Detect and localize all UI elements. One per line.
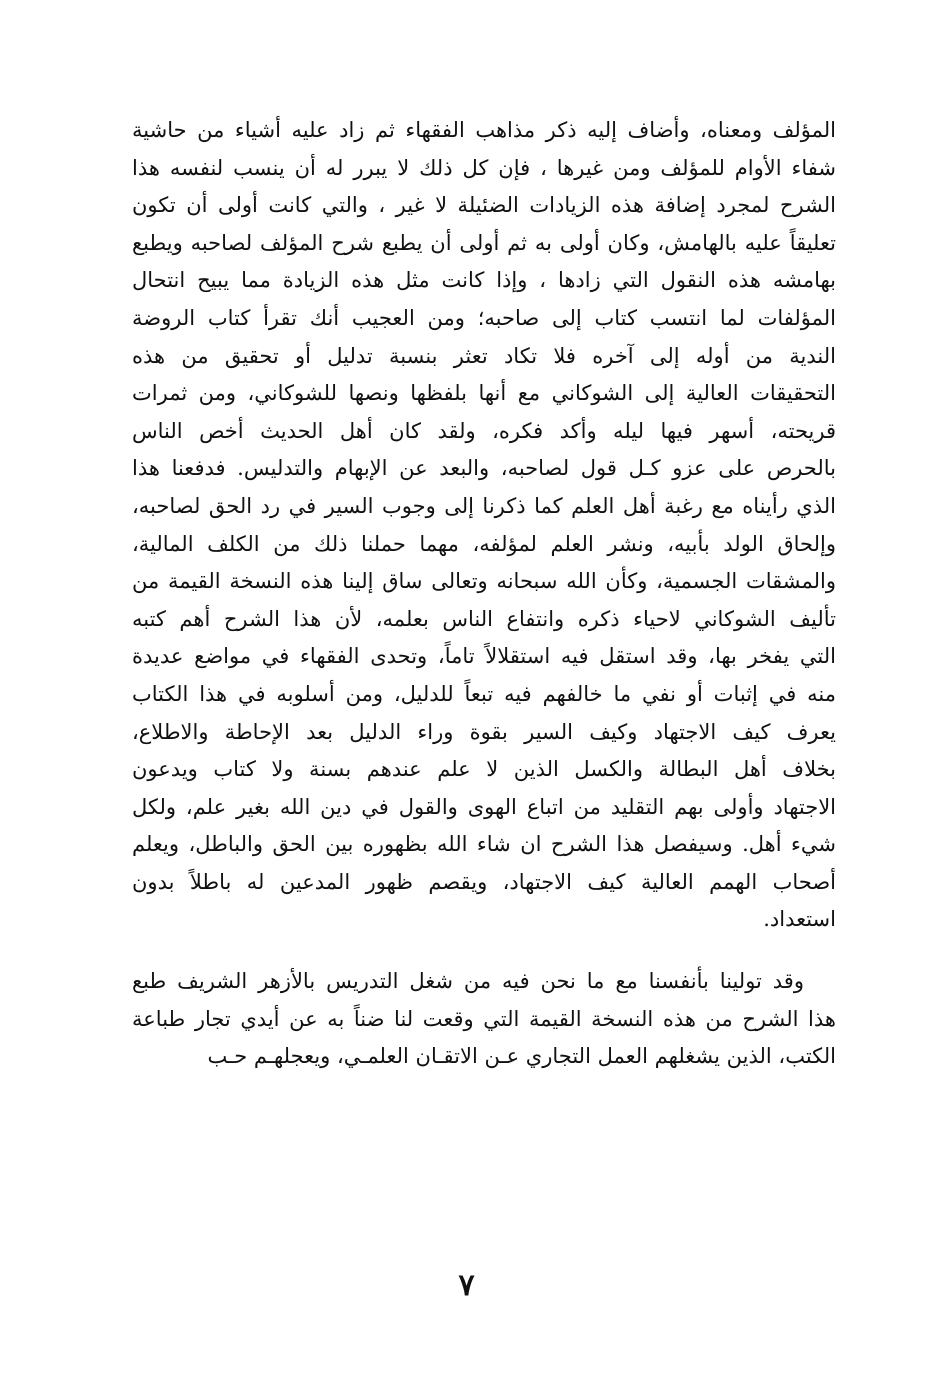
text-line: وإلحاق الولد بأبيه، ونشر العلم لمؤلفه، مهما حملنا ذلك من الكلف المالية، xyxy=(132,531,836,556)
text-line: شيء أهل. وسيفصل هذا الشرح ان شاء الله بظهوره بين الحق والباطل، ويعلم xyxy=(132,832,836,857)
text-line: تعليقاً عليه بالهامش، وكان أولى به ثم أولى أن يطبع شرح المؤلف لصاحبه ويطبع xyxy=(132,230,836,255)
text-line: الاجتهاد وأولى بهم التقليد من اتباع الهوى والقول في دين الله بغير علم، ولكل xyxy=(132,794,836,819)
text-line: التحقيقات العالية إلى الشوكاني مع أنها بلفظها ونصها للشوكاني، ومن ثمرات xyxy=(132,381,836,406)
text-line: المؤلفات لما انتسب كتاب إلى صاحبه؛ ومن العجيب أنك تقرأ كتاب الروضة xyxy=(132,305,836,330)
text-line: استعداد. xyxy=(763,907,836,932)
text-line: بخلاف أهل البطالة والكسل الذين لا علم عندهم بسنة ولا كتاب ويدعون xyxy=(132,757,836,782)
text-line: التي يفخر بها، وقد استقل فيه استقلالاً تاماً، وتحدى الفقهاء في مواضع عديدة xyxy=(132,644,836,669)
text-line: وقد تولينا بأنفسنا مع ما نحن فيه من شغل التدريس بالأزهر الشريف طبع xyxy=(132,969,804,994)
text-line: المؤلف ومعناه، وأضاف إليه ذكر مذاهب الفقهاء ثم زاد عليه أشياء من حاشية xyxy=(132,118,836,142)
text-line: بالحرص على عزو كـل قول لصاحبه، والبعد عن الإبهام والتدليس. فدفعنا هذا xyxy=(132,456,836,481)
text-line: بهامشه هذه النقول التي زادها ، وإذا كانت مثل هذه الزيادة مما يبيح انتحال xyxy=(132,268,836,293)
text-line: يعرف كيف الاجتهاد وكيف السير بقوة وراء الدليل بعد الإحاطة والاطلاع، xyxy=(132,719,836,744)
paragraph-1 xyxy=(132,112,836,939)
text-line: الكتب، الذين يشغلهم العمل التجاري عـن الاتقـان العلمـي، ويعجلهـم حـب xyxy=(207,1044,836,1069)
text-line: منه في إثبات أو نفي ما خالفهم فيه تبعاً للدليل، ومن أسلوبه في هذا الكتاب xyxy=(132,681,836,706)
body-text xyxy=(132,112,836,1076)
text-line: الندية من أوله إلى آخره فلا تكاد تعثر بنسبة تدليل أو تحقيق من هذه xyxy=(132,343,836,368)
text-line: أصحاب الهمم العالية كيف الاجتهاد، ويقصم ظهور المدعين له باطلاً بدون xyxy=(132,869,836,894)
text-line: شفاء الأوام للمؤلف ومن غيرها ، فإن كل ذلك لا يبرر له أن ينسب لنفسه هذا xyxy=(132,155,836,180)
text-line: تأليف الشوكاني لاحياء ذكره وانتفاع الناس بعلمه، لأن هذا الشرح أهم كتبه xyxy=(132,606,836,631)
paragraph-2 xyxy=(132,963,836,1076)
text-line: الشرح لمجرد إضافة هذه الزيادات الضئيلة لا غير ، والتي كانت أولى أن تكون xyxy=(132,193,836,218)
text-line: هذا الشرح من هذه النسخة القيمة التي وقعت لنا ضناً به عن أيدي تجار طباعة xyxy=(132,1006,836,1031)
text-line: الذي رأيناه مع رغبة أهل العلم كما ذكرنا إلى وجوب السير في رد الحق لصاحبه، xyxy=(132,493,836,518)
page-number: ٧ xyxy=(458,1268,475,1303)
text-line: والمشقات الجسمية، وكأن الله سبحانه وتعالى ساق إلينا هذه النسخة القيمة من xyxy=(132,569,836,594)
text-line: قريحته، أسهر فيها ليله وأكد فكره، ولقد كان أهل الحديث أخص الناس xyxy=(132,418,836,443)
paragraph-gap xyxy=(132,939,836,963)
